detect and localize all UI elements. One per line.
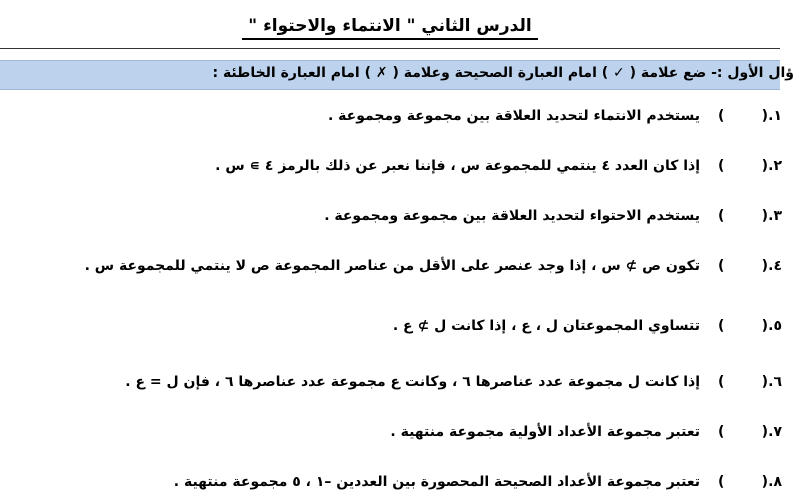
- bracket-open: (: [761, 374, 768, 390]
- statement-item: [0, 318, 780, 344]
- title-divider: [0, 48, 780, 49]
- bracket-open: (: [761, 424, 768, 440]
- statement-text: يستخدم الاحتواء لتحديد العلاقة بين مجموعة ومجموعة .: [324, 208, 700, 224]
- statement-number: ٢.: [768, 158, 782, 174]
- statement-item: [0, 208, 780, 234]
- statement-item: [0, 108, 780, 134]
- statement-item: [0, 158, 780, 184]
- statement-item: [0, 258, 780, 284]
- bracket-open: (: [761, 318, 768, 334]
- statement-text: تكون ص ⊅ س ، إذا وجد عنصر على الأقل من عناصر المجموعة ص لا ينتمي للمجموعة س .: [84, 258, 700, 274]
- bracket-open: (: [761, 108, 768, 124]
- statement-item: [0, 474, 780, 500]
- statement-number: ٦.: [768, 374, 782, 390]
- statement-text: تعتبر مجموعة الأعداد الصحيحة المحصورة بين العددين –١ ، ٥ مجموعة منتهية .: [173, 474, 700, 490]
- bracket-close: ): [718, 258, 725, 274]
- bracket-open: (: [761, 208, 768, 224]
- statement-number: ٤.: [768, 258, 782, 274]
- bracket-close: ): [718, 108, 725, 124]
- statement-text: إذا كانت ل مجموعة عدد عناصرها ٦ ، وكانت ع مجموعة عدد عناصرها ٦ ، فإن ل = ع .: [125, 374, 700, 390]
- bracket-close: ): [718, 374, 725, 390]
- bracket-close: ): [718, 424, 725, 440]
- lesson-title: الدرس الثاني " الانتماء والاحتواء ": [242, 14, 537, 40]
- question-instruction: ؤال الأول :- ضع علامة ( ✓ ) امام العبارة الصحيحة وعلامة ( ✗ ) امام العبارة الخاطئة :: [212, 65, 794, 81]
- statement-number: ١.: [768, 108, 782, 124]
- bracket-close: ): [718, 318, 725, 334]
- bracket-close: ): [718, 158, 725, 174]
- statement-text: تعتبر مجموعة الأعداد الأولية مجموعة منتهية .: [390, 424, 700, 440]
- bracket-close: ): [718, 208, 725, 224]
- statement-text: إذا كان العدد ٤ ينتمي للمجموعة س ، فإننا نعبر عن ذلك بالرمز ٤ ∍ س .: [215, 158, 700, 174]
- statement-number: ٧.: [768, 424, 782, 440]
- bracket-close: ): [718, 474, 725, 490]
- statement-item: [0, 374, 780, 400]
- bracket-open: (: [761, 474, 768, 490]
- statement-number: ٥.: [768, 318, 782, 334]
- lesson-title-bar: [0, 14, 780, 46]
- statement-number: ٨.: [768, 474, 782, 490]
- question-header: [0, 60, 794, 90]
- statement-number: ٣.: [768, 208, 782, 224]
- statement-item: [0, 424, 780, 450]
- statement-text: تتساوي المجموعتان ل ، ع ، إذا كانت ل ⊅ ع .: [392, 318, 700, 334]
- statement-text: يستخدم الانتماء لتحديد العلاقة بين مجموعة ومجموعة .: [327, 108, 700, 124]
- bracket-open: (: [761, 158, 768, 174]
- bracket-open: (: [761, 258, 768, 274]
